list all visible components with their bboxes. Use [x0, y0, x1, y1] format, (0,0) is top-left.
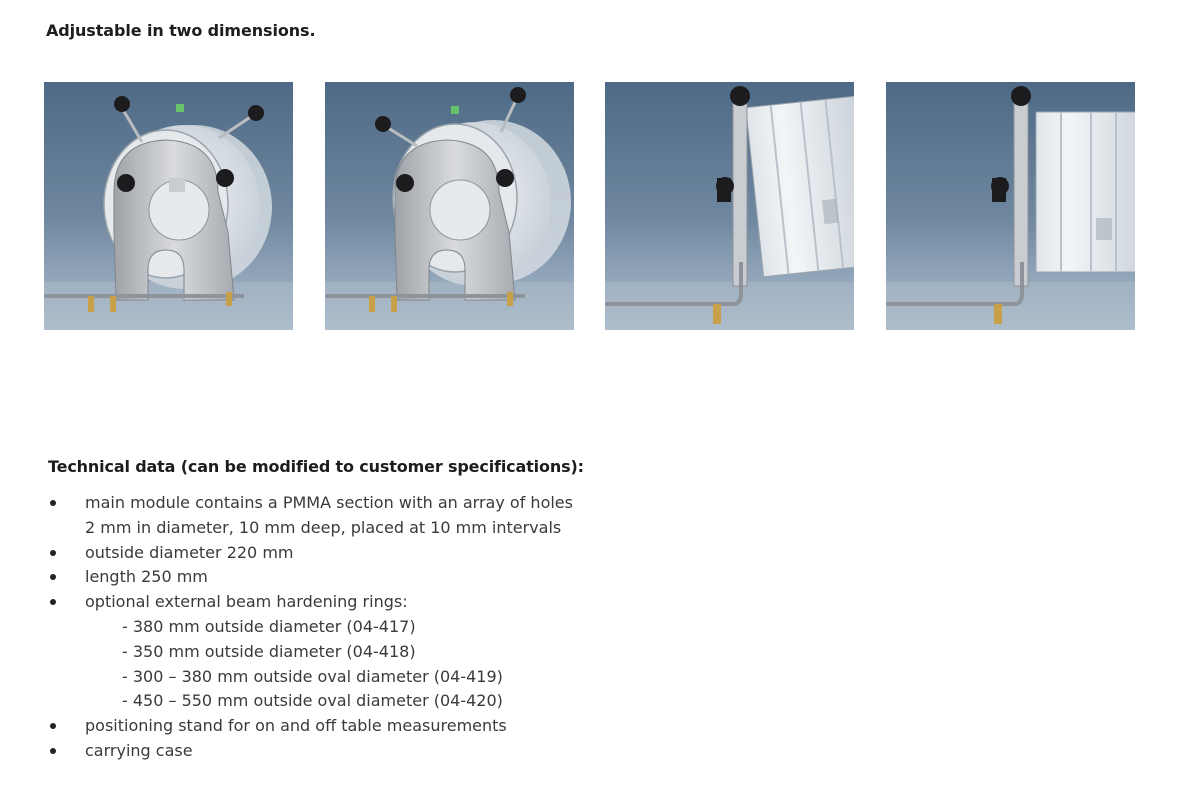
- gallery-image-1[interactable]: [44, 82, 293, 330]
- phantom-side-image: [605, 82, 854, 330]
- section-heading: Adjustable in two dimensions.: [46, 21, 316, 40]
- list-item-text: carrying case: [85, 740, 193, 760]
- bullet-icon: [50, 723, 56, 729]
- sub-list-item: - 450 – 550 mm outside oval diameter (04-420): [122, 691, 503, 711]
- list-item-text: 2 mm in diameter, 10 mm deep, placed at 10 mm intervals: [85, 517, 562, 537]
- sub-list-item: - 380 mm outside diameter (04-417): [122, 616, 416, 636]
- bullet-icon: [50, 599, 56, 605]
- list-item: [48, 491, 608, 541]
- phantom-front-image: [44, 82, 293, 330]
- list-item-text: optional external beam hardening rings:: [85, 592, 408, 612]
- list-item: [48, 565, 608, 590]
- bullet-icon: [50, 550, 56, 556]
- gallery-image-4[interactable]: [886, 82, 1135, 330]
- image-gallery: [44, 82, 1136, 330]
- list-item: [48, 541, 608, 566]
- bullet-icon: [50, 574, 56, 580]
- sub-list-item: - 300 – 380 mm outside oval diameter (04-419): [122, 666, 503, 686]
- list-item: [48, 714, 608, 739]
- beam-hardening-rings-list: [85, 615, 608, 714]
- list-item-text: main module contains a PMMA section with an array of holes: [85, 493, 573, 512]
- bullet-icon: [50, 748, 56, 754]
- technical-data-list: [48, 491, 608, 764]
- bullet-icon: [50, 500, 56, 506]
- gallery-image-2[interactable]: [325, 82, 574, 330]
- gallery-image-3[interactable]: [605, 82, 854, 330]
- list-item: [48, 739, 608, 764]
- technical-data-title: Technical data (can be modified to customer specifications):: [48, 457, 584, 476]
- phantom-front-image: [325, 82, 574, 330]
- phantom-side-image: [886, 82, 1135, 330]
- list-item: [48, 590, 608, 714]
- list-item-text: outside diameter 220 mm: [85, 542, 294, 562]
- list-item-text: positioning stand for on and off table measurements: [85, 716, 507, 736]
- list-item-text: length 250 mm: [85, 567, 208, 587]
- sub-list-item: - 350 mm outside diameter (04-418): [122, 641, 416, 661]
